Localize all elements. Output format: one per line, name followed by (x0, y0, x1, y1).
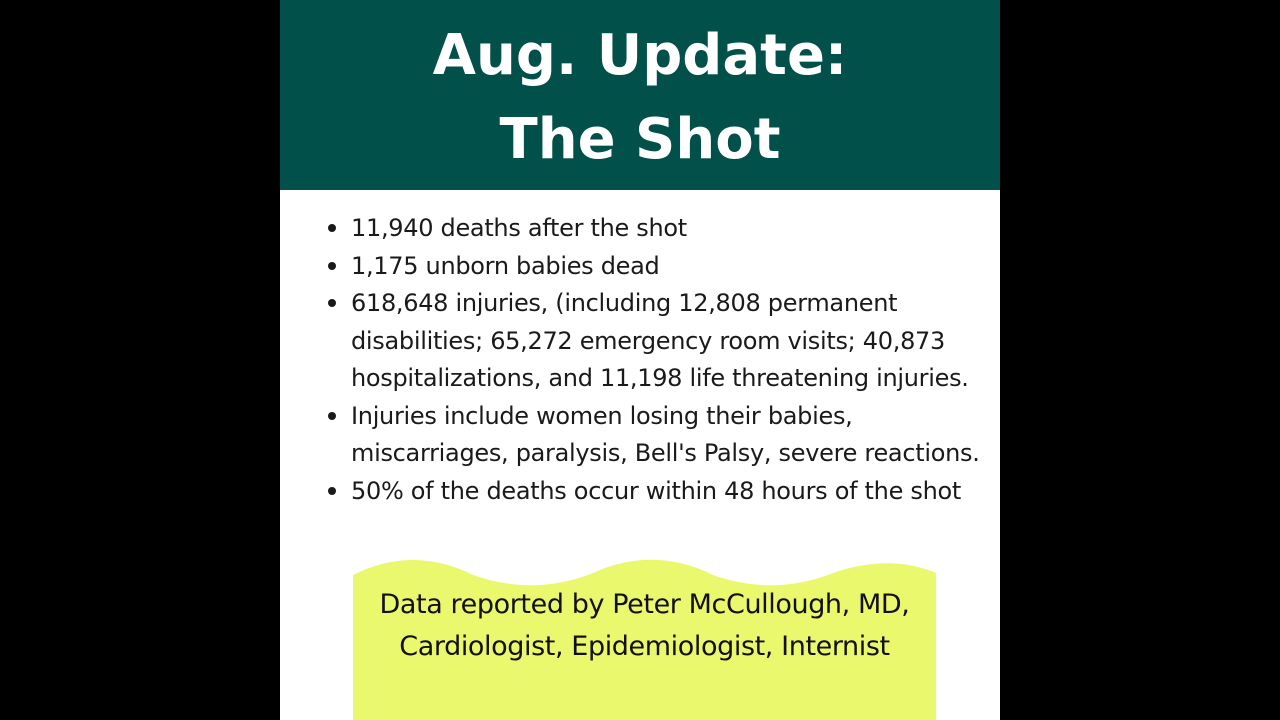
bullet-dot-icon (328, 487, 336, 495)
list-item-text: 1,175 unborn babies dead (351, 251, 660, 280)
title-line-1: Aug. Update: (432, 23, 848, 88)
list-item (328, 285, 998, 398)
list-item (328, 248, 998, 286)
list-item-text: miscarriages, paralysis, Bell's Palsy, severe reactions. (351, 439, 980, 467)
list-item-text: disabilities; 65,272 emergency room visits; 40,873 (351, 326, 945, 355)
list-item (328, 210, 998, 248)
list-item-text: Injuries include women losing their babies, (351, 401, 853, 430)
bullet-dot-icon (328, 262, 336, 270)
list-item (328, 473, 998, 511)
source-note-line-1: Data reported by Peter McCullough, MD, (379, 589, 910, 620)
infographic-page (280, 0, 1000, 720)
list-item (328, 398, 998, 473)
list-item-text: hospitalizations, and 11,198 life threatening injuries. (351, 364, 969, 392)
bullet-dot-icon (328, 299, 336, 307)
bullet-dot-icon (328, 224, 336, 232)
bullet-dot-icon (328, 412, 336, 420)
source-note-line-2: Cardiologist, Epidemiologist, Internist (399, 631, 890, 662)
list-item-text: 50% of the deaths occur within 48 hours of the shot (351, 476, 961, 505)
statistics-list (328, 210, 998, 510)
source-note (353, 555, 936, 720)
list-item-text: 11,940 deaths after the shot (351, 214, 687, 242)
title-line-2: The Shot (499, 107, 781, 172)
list-item-text: 618,648 injuries, (including 12,808 permanent (351, 289, 898, 317)
title-banner (280, 0, 1000, 190)
